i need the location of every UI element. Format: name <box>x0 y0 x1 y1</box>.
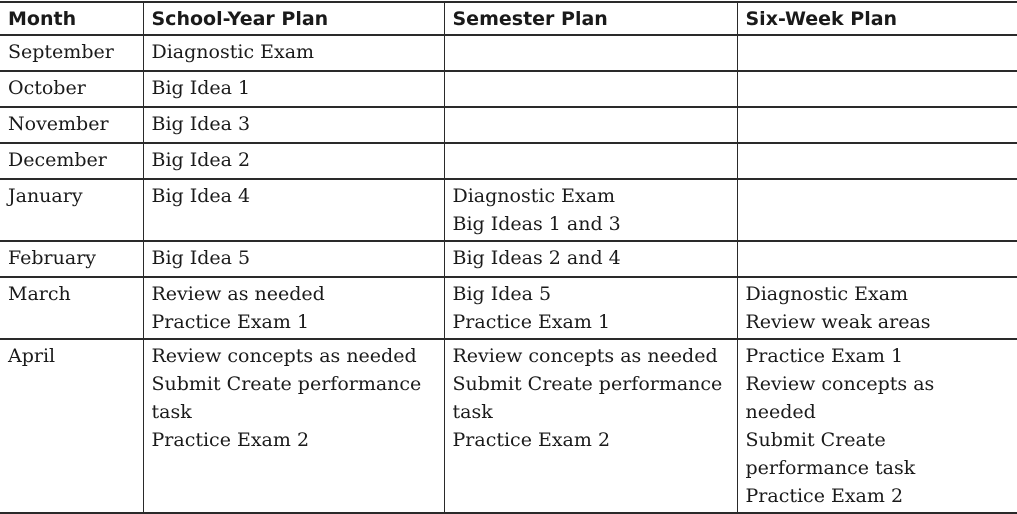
cell-line: Big Idea 4 <box>151 185 251 207</box>
cell-line: Review as needed <box>151 283 325 305</box>
cell-line: Big Ideas 1 and 3 <box>452 213 621 235</box>
school-year-cell <box>143 277 444 339</box>
cell-line: Practice Exam 1 <box>745 345 904 367</box>
cell-line: Practice Exam 2 <box>745 485 904 507</box>
cell-line: Review concepts as needed <box>452 345 718 367</box>
semester-cell <box>444 241 737 277</box>
school-year-cell <box>143 241 444 277</box>
month-cell: April <box>0 339 143 513</box>
semester-cell <box>444 71 737 107</box>
month-cell: October <box>0 71 143 107</box>
header-row <box>0 2 1017 35</box>
semester-cell <box>444 107 737 143</box>
six-week-cell <box>737 71 1017 107</box>
header-six-week-plan: Six-Week Plan <box>737 2 1017 35</box>
table-row <box>0 35 1017 71</box>
month-cell: September <box>0 35 143 71</box>
table-row <box>0 277 1017 339</box>
semester-cell <box>444 179 737 241</box>
cell-line: Submit Create performance task <box>151 373 422 423</box>
table-body <box>0 35 1017 513</box>
cell-line: Review concepts as needed <box>745 373 935 423</box>
semester-cell <box>444 277 737 339</box>
six-week-cell <box>737 277 1017 339</box>
cell-line: Big Ideas 2 and 4 <box>452 247 621 269</box>
cell-line: Practice Exam 1 <box>452 311 611 333</box>
table-row <box>0 179 1017 241</box>
six-week-cell <box>737 107 1017 143</box>
six-week-cell <box>737 241 1017 277</box>
semester-cell <box>444 143 737 179</box>
cell-line: Big Idea 1 <box>151 77 251 99</box>
cell-line: Submit Create performance task <box>745 429 916 479</box>
header-semester-plan: Semester Plan <box>444 2 737 35</box>
cell-line: Practice Exam 1 <box>151 311 310 333</box>
six-week-cell <box>737 179 1017 241</box>
school-year-cell <box>143 35 444 71</box>
cell-line: Big Idea 5 <box>452 283 552 305</box>
cell-line: Practice Exam 2 <box>151 429 310 451</box>
table-row <box>0 71 1017 107</box>
cell-line: Practice Exam 2 <box>452 429 611 451</box>
header-month: Month <box>0 2 143 35</box>
school-year-cell <box>143 339 444 513</box>
table-row <box>0 143 1017 179</box>
six-week-cell <box>737 35 1017 71</box>
table-row <box>0 241 1017 277</box>
six-week-cell <box>737 339 1017 513</box>
six-week-cell <box>737 143 1017 179</box>
cell-line: Diagnostic Exam <box>452 185 616 207</box>
month-cell: December <box>0 143 143 179</box>
cell-line: Big Idea 3 <box>151 113 251 135</box>
school-year-cell <box>143 143 444 179</box>
cell-line: Submit Create performance task <box>452 373 723 423</box>
study-plan-table <box>0 1 1017 514</box>
table-row <box>0 339 1017 513</box>
cell-line: Diagnostic Exam <box>151 41 315 63</box>
month-cell: March <box>0 277 143 339</box>
school-year-cell <box>143 179 444 241</box>
school-year-cell <box>143 71 444 107</box>
semester-cell <box>444 339 737 513</box>
header-school-year-plan: School-Year Plan <box>143 2 444 35</box>
cell-line: Big Idea 5 <box>151 247 251 269</box>
cell-line: Review weak areas <box>745 311 931 333</box>
cell-line: Review concepts as needed <box>151 345 417 367</box>
table-row <box>0 107 1017 143</box>
school-year-cell <box>143 107 444 143</box>
month-cell: November <box>0 107 143 143</box>
cell-line: Diagnostic Exam <box>745 283 909 305</box>
month-cell: February <box>0 241 143 277</box>
semester-cell <box>444 35 737 71</box>
month-cell: January <box>0 179 143 241</box>
cell-line: Big Idea 2 <box>151 149 251 171</box>
